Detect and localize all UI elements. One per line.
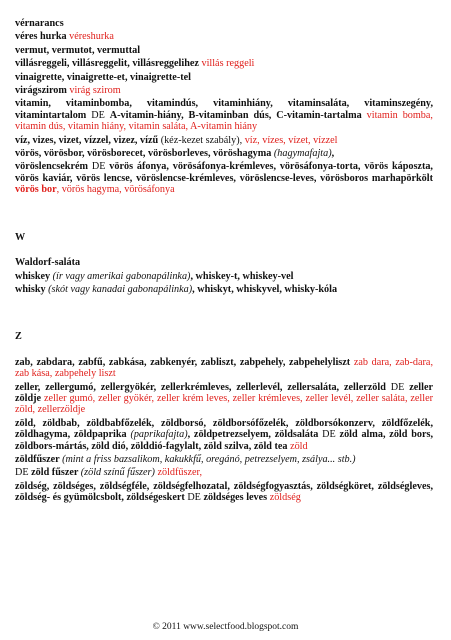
- dictionary-entry: [15, 257, 433, 268]
- letter-heading-z: Z: [15, 331, 22, 343]
- dictionary-entry: [15, 382, 433, 416]
- dictionary-entry: [15, 271, 433, 282]
- headword: vermut, vermutot, vermuttal: [15, 44, 141, 56]
- connector: DE: [390, 381, 410, 393]
- headword: whiskey: [15, 270, 53, 282]
- incorrect-form: víz, vízes, vízet, vízzel: [244, 134, 338, 146]
- headword: vöröslencsekrém: [15, 161, 92, 173]
- headword: , zöldpetrezselyem, zöldsaláta: [187, 429, 323, 441]
- incorrect-form: vitamin bomba, vitamin dús, vitamin hiány, vitamin saláta, A-vitamin hiány: [15, 109, 433, 133]
- incorrect-form: villás reggeli: [201, 58, 255, 70]
- section-z: [15, 331, 433, 503]
- headword: ,: [331, 148, 335, 160]
- headword: , whiskey-t, whiskey-vel: [190, 270, 294, 282]
- incorrect-form: , vörös hagyma, vörösáfonya: [56, 184, 175, 196]
- headword: vörös áfonya, vörösáfonya-krémleves, vörösáfonya-torta, vörös káposzta, vörös kaviár, vörös lencse, vöröslencse-krémleves, vöröslencse-leves, vörösboros marhapörkölt: [15, 161, 433, 184]
- dictionary-entry: [15, 357, 433, 380]
- connector: (kéz-kezet szabály),: [160, 134, 245, 146]
- headword: zeller zöldje: [15, 381, 433, 404]
- dictionary-entry: [15, 72, 433, 83]
- headword: víz, vizes, vizet, vízzel, vizez, vízű: [15, 134, 161, 146]
- incorrect-form: zöld: [290, 440, 308, 452]
- usage-note: (ír vagy amerikai gabonapálinka): [52, 270, 191, 282]
- connector: DE: [15, 467, 32, 479]
- headword: , whiskyt, whiskyvel, whisky-kóla: [192, 283, 338, 295]
- connector: DE: [91, 109, 110, 121]
- section-gap: [15, 198, 433, 232]
- headword: zöldséges leves: [203, 492, 270, 504]
- dictionary-entry: [15, 85, 433, 96]
- headword: zöld, zöldbab, zöldbabfőzelék, zöldborsó, zöldborsófőzelék, zöldborsókonzerv, zöldfőzelék, zöldhagyma, zöldpaprika: [15, 417, 433, 441]
- dictionary-entry: [15, 18, 433, 29]
- incorrect-form: zab dara, zab-dara, zab kása, zabpehely liszt: [15, 356, 433, 380]
- dictionary-entry: [15, 467, 433, 478]
- headword: zeller, zellergumó, zellergyökér, zellerkrémleves, zellerlevél, zellersaláta, zellerzöld: [15, 381, 391, 393]
- headword: whisky: [15, 283, 49, 295]
- section-v: [15, 18, 433, 196]
- usage-note: (hagymafajta): [273, 148, 332, 160]
- dictionary-entry: [15, 31, 433, 42]
- section-gap: [15, 297, 433, 331]
- dictionary-entry: [15, 98, 433, 132]
- incorrect-form: zeller gumó, zeller gyökér, zeller krém leves, zeller krémleves, zeller levél, zeller saláta, zeller zöld, zellerzöldje: [15, 392, 434, 416]
- headword: Waldorf-saláta: [15, 257, 81, 269]
- entries-w: [15, 257, 433, 295]
- usage-note: (zöld színű fűszer): [80, 467, 158, 479]
- dictionary-entry: [15, 454, 433, 465]
- letter-heading-w: W: [15, 231, 26, 243]
- usage-note: (paprikafajta): [130, 429, 188, 441]
- headword: villásreggeli, villásreggelit, villásreggelihez: [15, 58, 202, 70]
- headword: vérnarancs: [15, 18, 64, 29]
- usage-note: (skót vagy kanadai gabonapálinka): [48, 283, 193, 295]
- headword: zab, zabdara, zabfű, zabkása, zabkenyér, zabliszt, zabpehely, zabpehelyliszt: [15, 356, 354, 368]
- headword: zöldfűszer: [15, 453, 63, 465]
- headword: virágszirom: [15, 85, 70, 97]
- incorrect-form: véreshurka: [69, 31, 114, 43]
- dictionary-entry: [15, 284, 433, 295]
- connector: DE: [91, 161, 110, 173]
- headword: vinaigrette, vinaigrette-et, vinaigrette-tel: [15, 71, 191, 83]
- incorrect-form: virág szirom: [69, 85, 121, 97]
- dictionary-entry: [15, 418, 433, 452]
- connector: DE: [187, 492, 204, 504]
- headword: vörös, vörösbor, vörösborecet, vörösborleves, vöröshagyma: [15, 148, 274, 160]
- headword: vitamin, vitaminbomba, vitamindús, vitaminhiány, vitaminsaláta, vitaminszegény, vitamintartalom: [15, 98, 433, 121]
- dictionary-entry: [15, 45, 433, 56]
- incorrect-form: zöldség: [269, 492, 301, 504]
- headword: véres hurka: [15, 31, 70, 43]
- dictionary-entry: [15, 58, 433, 69]
- incorrect-form: vörös bor: [15, 184, 57, 196]
- dictionary-entry: [15, 161, 433, 195]
- headword: A-vitamin-hiány, B-vitaminban dús, C-vitamin-tartalma: [109, 109, 367, 121]
- entries-v: [15, 18, 433, 196]
- dictionary-entry: [15, 481, 433, 504]
- headword: zöld fűszer: [31, 467, 81, 479]
- usage-note: (mint a friss bazsalikom, kakukkfű, oregánó, petrezselyem, zsálya... stb.): [62, 453, 356, 465]
- dictionary-entry: [15, 135, 433, 146]
- entries-z: [15, 357, 433, 504]
- headword: zöld alma, zöld bors, zöldbors-mártás, zöld dió, zölddió-fagylalt, zöld szilva, zöld tea: [15, 429, 433, 452]
- connector: DE: [322, 429, 340, 441]
- headword: zöldség, zöldséges, zöldségféle, zöldségfelhozatal, zöldségfogyasztás, zöldségköret, zöldségleves, zöldség- és gyümölcsbolt, zöldségeskert: [15, 480, 433, 504]
- section-w: [15, 232, 433, 296]
- incorrect-form: zöldfűszer,: [157, 467, 203, 479]
- dictionary-entry: [15, 148, 433, 159]
- page-footer: © 2011 www.selectfood.blogspot.com: [152, 622, 299, 632]
